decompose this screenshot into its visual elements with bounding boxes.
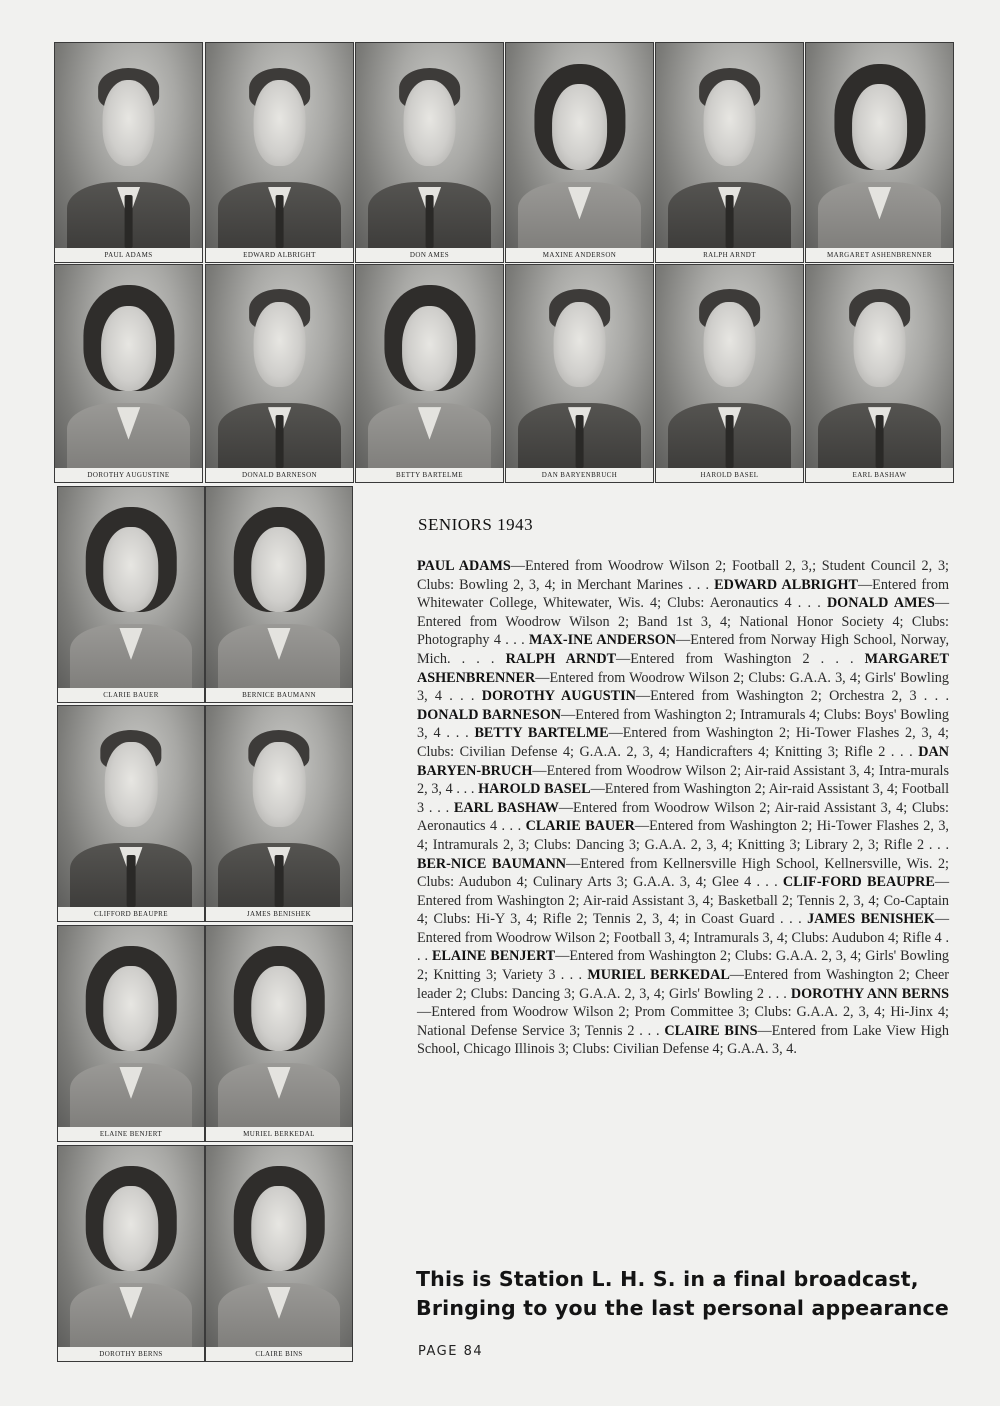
senior-photo [505,42,654,263]
senior-biographies [417,557,949,1059]
senior-activities: —Entered from Washington 2; Intramurals 4; Clubs: Boys' Bowling 3, 4 . . . [417,706,949,742]
portrait-image [58,1146,204,1347]
portrait-image [206,1146,352,1347]
portrait-image [206,487,352,688]
senior-photo [205,486,353,703]
senior-name: CLARIE BAUER [525,818,635,835]
senior-activities: —Entered from Washington 2; Air-raid Assistant 3, 4; Basketball 2; Tennis 2, 3, 4; Co-Captain 4; Clubs: Hi-Y 3, 4; Rifle 2; Tennis 2, 3, 4; in Coast Guard . . . [417,874,949,928]
senior-name: PAUL ADAMS [417,558,511,574]
photo-caption: MAXINE ANDERSON [506,248,653,262]
senior-photo [57,486,205,703]
portrait-image [58,926,204,1127]
senior-activities: —Entered from Woodrow Wilson 2; Prom Committee 3; Clubs: G.A.A. 2, 3, 4; Hi-Jinx 4; National Defense Service 3; Tennis 2 . . . [417,1004,949,1039]
photo-caption: MURIEL BERKEDAL [206,1127,352,1141]
senior-activities: —Entered from Woodrow Wilson 2; Football 2, 3,; Student Council 2, 3; Clubs: Bowling 2, 3, 4; in Merchant Marines . . . [417,558,949,593]
senior-activities: —Entered from Woodrow Wilson 2; Band 1st 3, 4; National Honor Society 4; Clubs: Photography 4 . . . [417,595,949,649]
senior-activities: —Entered from Woodrow Wilson 2; Air-raid Assistant 3, 4; Intra-murals 2, 3, 4 . . . [417,762,949,798]
photo-caption: DOROTHY AUGUSTINE [55,468,202,482]
senior-photo [655,42,804,263]
photo-caption: EARL BASHAW [806,468,953,482]
senior-activities: —Entered from Lake View High School, Chicago Illinois 3; Clubs: Civilian Defense 4; G.A.A. 3, 4. [417,1022,949,1058]
senior-activities: —Entered from Washington 2; Hi-Tower Flashes 2, 3, 4; Intramurals 2, 3; Clubs: Dancing 3; G.A.A. 2, 3, 4; Knitting 3; Library 2, 3; Rifle 2 . . . [417,818,949,853]
senior-activities: —Entered from Washington 2 . . . [616,650,865,667]
senior-name: DONALD AMES [826,595,935,612]
photo-caption: ELAINE BENJERT [58,1127,204,1141]
photo-caption: PAUL ADAMS [55,248,202,262]
senior-name: DOROTHY AUGUSTIN [481,688,636,705]
senior-photo [355,42,504,263]
senior-name: BER-NICE BAUMANN [417,855,567,872]
senior-name: CLAIRE BINS [664,1022,758,1039]
photo-caption: BERNICE BAUMANN [206,688,352,702]
senior-name: DONALD BARNESON [417,706,562,723]
senior-activities: —Entered from Woodrow Wilson 2; Clubs: G.A.A. 3, 4; Girls' Bowling 3, 4 . . . [417,669,949,705]
portrait-image [806,265,953,468]
senior-name: ELAINE BENJERT [431,948,556,965]
photo-caption: DON AMES [356,248,503,262]
senior-activities: —Entered from Kellnersville High School, Kellnersville, Wis. 2; Clubs: Audubon 4; Culinary Arts 3; G.A.A. 3, 4; Glee 4 . . . [417,855,949,891]
senior-name: MURIEL BERKEDAL [587,967,730,984]
senior-photo [205,705,353,922]
senior-activities: —Entered from Washington 2; Hi-Tower Flashes 2, 3, 4; Clubs: Civilian Defense 4; G.A.A. 2, 3, 4; Handicrafters 4; Knitting 3; Rifle 2 . . . [417,725,949,760]
photo-caption: DAN BARYENBRUCH [506,468,653,482]
portrait-image [656,43,803,248]
portrait-image [656,265,803,468]
photo-caption: RALPH ARNDT [656,248,803,262]
photo-caption: JAMES BENISHEK [206,907,352,921]
photo-caption: CLIFFORD BEAUPRE [58,907,204,921]
photo-caption: HAROLD BASEL [656,468,803,482]
senior-name: HAROLD BASEL [478,781,591,798]
portrait-image [58,706,204,907]
senior-photo [805,42,954,263]
senior-name: BETTY BARTELME [474,725,609,742]
portrait-image [206,43,353,248]
photo-caption: EDWARD ALBRIGHT [206,248,353,262]
senior-activities: —Entered from Norway High School, Norway, Mich. . . . [417,632,950,667]
senior-photo [57,705,205,922]
senior-name: MARGARET ASHENBRENNER [417,650,949,686]
portrait-image [506,43,653,248]
portrait-image [206,926,352,1127]
senior-activities: —Entered from Washington 2; Clubs: G.A.A. 2, 3, 4; Girls' Bowling 2; Knitting 3; Variety 3 . . . [417,948,950,984]
portrait-image [506,265,653,468]
broadcast-line-2: Bringing to you the last personal appearance [416,1296,949,1320]
senior-photo [205,925,353,1142]
page-number: PAGE 84 [418,1344,484,1359]
photo-caption: DOROTHY BERNS [58,1347,204,1361]
senior-activities: —Entered from Washington 2; Orchestra 2, 3 . . . [635,688,949,705]
senior-photo [505,264,654,483]
portrait-image [806,43,953,248]
senior-name: RALPH ARNDT [505,650,617,667]
senior-activities: —Entered from Whitewater College, Whitewater, Wis. 4; Clubs: Aeronautics 4 . . . [417,576,949,612]
senior-activities: —Entered from Woodrow Wilson 2; Air-raid Assistant 3, 4; Clubs: Aeronautics 4 . . . [417,799,950,835]
portrait-image [206,265,353,468]
senior-photo [54,42,203,263]
photo-caption: MARGARET ASHENBRENNER [806,248,953,262]
senior-photo [57,1145,205,1362]
senior-photo [805,264,954,483]
portrait-image [356,265,503,468]
photo-caption: BETTY BARTELME [356,468,503,482]
senior-photo [205,264,354,483]
broadcast-line-1: This is Station L. H. S. in a final broadcast, [416,1267,919,1291]
senior-activities: —Entered from Woodrow Wilson 2; Football 3, 4; Intramurals 3, 4; Clubs: Audubon 4; Rifle 4 . . . [417,911,949,965]
broadcast-caption [416,1265,956,1323]
senior-name: DOROTHY ANN BERNS [790,985,950,1002]
senior-name: EARL BASHAW [453,799,559,816]
senior-name: JAMES BENISHEK [807,911,935,928]
section-title: SENIORS 1943 [418,515,534,534]
senior-name: CLIF-FORD BEAUPRE [782,874,935,891]
portrait-image [58,487,204,688]
portrait-image [55,265,202,468]
senior-name: EDWARD ALBRIGHT [714,576,858,593]
portrait-image [356,43,503,248]
senior-activities: —Entered from Washington 2; Cheer leader 2; Clubs: Dancing 3; G.A.A. 2, 3, 4; Girls' Bowling 2 . . . [417,967,950,1002]
senior-name: DAN BARYEN-BRUCH [417,743,949,779]
senior-photo [355,264,504,483]
photo-caption: CLARIE BAUER [58,688,204,702]
senior-photo [205,42,354,263]
photo-caption: CLAIRE BINS [206,1347,352,1361]
senior-activities: —Entered from Washington 2; Air-raid Assistant 3, 4; Football 3 . . . [417,781,950,816]
portrait-image [206,706,352,907]
portrait-image [55,43,202,248]
senior-photo [205,1145,353,1362]
senior-photo [54,264,203,483]
senior-photo [655,264,804,483]
senior-name: MAX-INE ANDERSON [529,632,677,649]
senior-photo [57,925,205,1142]
photo-caption: DONALD BARNESON [206,468,353,482]
